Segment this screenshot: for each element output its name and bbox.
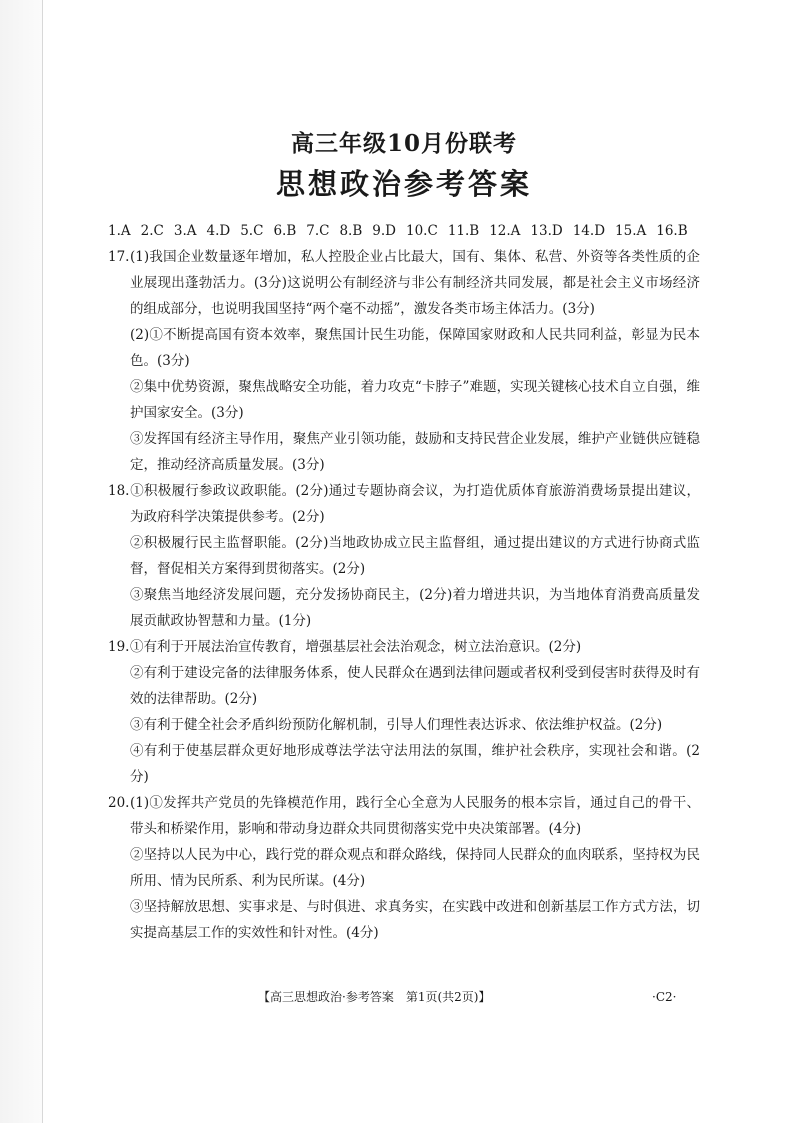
- answer-text: ②积极履行民主监督职能。(2分)当地政协成立民主监督组，通过提出建议的方式进行协商式监督，督促相关方案得到贯彻落实。(2分): [130, 535, 700, 577]
- mc-answer: 10.C: [406, 223, 438, 239]
- question-number: 17.: [108, 249, 130, 265]
- answer-paragraph: [130, 582, 700, 634]
- answer-text: ①积极履行参政议政职能。(2分)通过专题协商会议，为打造优质体育旅游消费场景提出建议，为政府科学决策提供参考。(2分): [130, 483, 700, 525]
- mc-answer: 7.C: [306, 223, 330, 239]
- exam-title: 高三年级10月份联考: [290, 130, 517, 157]
- mc-answer: 11.B: [447, 223, 480, 239]
- mc-answer: 15.A: [615, 223, 647, 239]
- answer-text: (2)①不断提高国有资本效率，聚焦国计民生功能，保障国家财政和人民共同利益，彰显为民本色。(3分): [130, 327, 700, 369]
- mc-answer: 13.D: [530, 223, 563, 239]
- mc-answer: 8.B: [339, 223, 363, 239]
- question-20: [108, 790, 700, 946]
- scan-edge: [0, 0, 43, 1123]
- answer-paragraph: [130, 712, 700, 738]
- answer-paragraph: [108, 478, 700, 530]
- mc-answer: 6.B: [273, 223, 297, 239]
- answer-text: (1)①发挥共产党员的先锋模范作用，践行全心全意为人民服务的根本宗旨，通过自己的骨干、带头和桥梁作用，影响和带动身边群众共同贯彻落实党中央决策部署。(4分): [130, 795, 700, 837]
- mc-answer: 16.B: [656, 223, 688, 239]
- page-code: ·C2·: [652, 990, 677, 1004]
- document-title: 思想政治参考答案: [275, 167, 532, 201]
- answer-text: ②坚持以人民为中心，践行党的群众观点和群众路线，保持同人民群众的血肉联系，坚持权为民所用、情为民所系、利为民所谋。(4分): [130, 847, 700, 889]
- answer-text: ③坚持解放思想、实事求是、与时俱进、求真务实，在实践中改进和创新基层工作方式方法，切实提高基层工作的实效性和针对性。(4分): [130, 899, 700, 941]
- answer-paragraph: [130, 842, 700, 894]
- answer-paragraph: [108, 790, 700, 842]
- mc-answer: 2.C: [140, 223, 164, 239]
- answer-text: ④有利于使基层群众更好地形成尊法学法守法用法的氛围，维护社会秩序，实现社会和谐。(2分): [130, 743, 700, 785]
- mc-answer: 1.A: [108, 223, 131, 239]
- question-number: 19.: [108, 639, 130, 655]
- mc-answer: 3.A: [173, 223, 197, 239]
- answer-paragraph: [108, 634, 700, 660]
- answer-text: ②有利于建设完备的法律服务体系，使人民群众在遇到法律问题或者权利受到侵害时获得及时有效的法律帮助。(2分): [130, 665, 700, 707]
- question-19: [108, 634, 700, 790]
- question-17: [108, 244, 700, 478]
- mc-answer: 5.C: [240, 223, 264, 239]
- answer-paragraph: [130, 374, 700, 426]
- mc-answer: 14.D: [572, 223, 606, 239]
- question-number: 20.: [108, 795, 130, 811]
- mc-answer: 4.D: [206, 223, 231, 239]
- answer-text: (1)我国企业数量逐年增加，私人控股企业占比最大，国有、集体、私营、外资等各类性质的企业展现出蓬勃活力。(3分)这说明公有制经济与非公有制经济共同发展，都是社会主义市场经济的组成部分，也说明我国坚持“两个毫不动摇”，激发各类市场主体活力。(3分): [130, 249, 700, 317]
- answer-paragraph: [108, 244, 700, 322]
- question-18: [108, 478, 700, 634]
- question-number: 18.: [108, 483, 130, 499]
- answer-paragraph: [130, 738, 700, 790]
- page-footer: 【高三思想政治·参考答案 第1页(共2页)】: [258, 990, 491, 1004]
- answer-text: ②集中优势资源，聚焦战略安全功能，着力攻克“卡脖子”难题，实现关键核心技术自立自强，维护国家安全。(3分): [130, 379, 700, 421]
- questions-list: [108, 244, 700, 946]
- answer-paragraph: [130, 894, 700, 946]
- answer-sheet: [108, 128, 700, 946]
- mc-answer: 12.A: [489, 223, 521, 239]
- multiple-choice-answers: [108, 218, 700, 244]
- answer-paragraph: [130, 426, 700, 478]
- answer-paragraph: [130, 322, 700, 374]
- answer-paragraph: [130, 530, 700, 582]
- answer-text: ①有利于开展法治宣传教育，增强基层社会法治观念，树立法治意识。(2分): [130, 639, 582, 655]
- answer-paragraph: [130, 660, 700, 712]
- answer-text: ③聚焦当地经济发展问题，充分发扬协商民主，(2分)着力增进共识，为当地体育消费高质量发展贡献政协智慧和力量。(1分): [130, 587, 700, 629]
- answer-text: ③有利于健全社会矛盾纠纷预防化解机制，引导人们理性表达诉求、依法维护权益。(2分): [130, 717, 663, 733]
- mc-answer: 9.D: [372, 223, 396, 239]
- answer-text: ③发挥国有经济主导作用，聚焦产业引领功能，鼓励和支持民营企业发展，维护产业链供应链稳定，推动经济高质量发展。(3分): [130, 431, 700, 473]
